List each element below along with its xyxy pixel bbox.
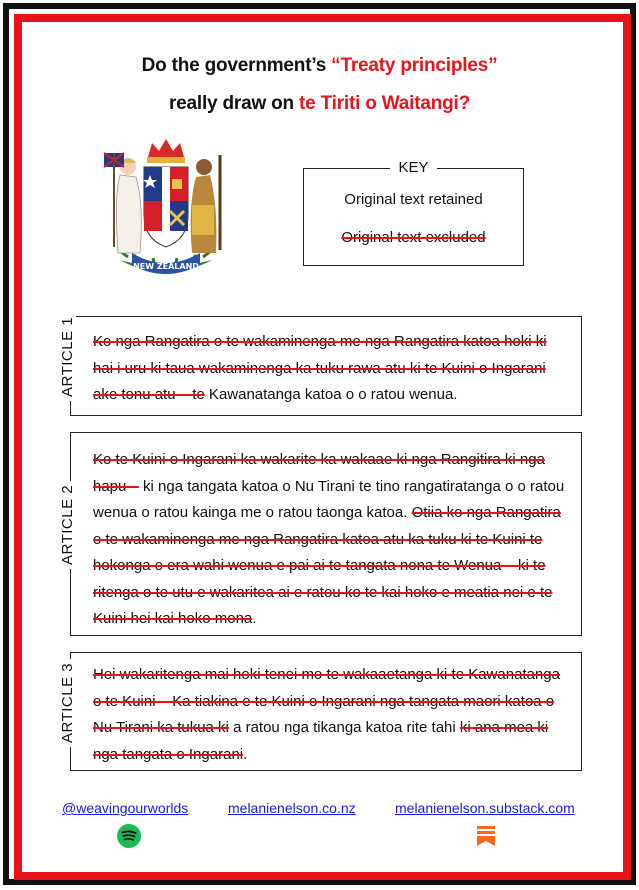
article-2-box [59,432,582,636]
key-title: KEY [304,159,523,176]
title-line-2 [0,93,639,115]
instagram-handle-link[interactable]: @weavingourworlds [62,800,189,816]
article-2-segment-retained: . [252,610,257,627]
title-line-1-text: Do the government’s [141,55,332,76]
article-2-segment-retained: ki nga tangata katoa o Nu Tirani te tino rangatiratanga o o ratou wenua o ratou kainga me o ratou taonga katoa. [93,477,565,521]
article-2-label: ARTICLE 2 [59,481,76,569]
coat-of-arms-image [100,135,230,285]
website-link[interactable]: melanienelson.co.nz [228,800,356,816]
key-box [303,159,524,266]
article-3-segment-excluded: ki ana mea ki nga tangata o Ingarani [93,719,549,763]
article-3-segment-excluded: Hei wakaritenga mai hoki tenei mo te wakaaetanga ki te Kawanatanga o te Kuini – Ka tiakina e te Kuini o Ingarani nga tangata maori katoa o Nu Tirani ka tukua ki [93,666,560,736]
key-excluded-label: Original text excluded [341,229,486,246]
title-line-2-text: really draw on [168,93,299,114]
title-line-1 [0,55,639,77]
title-line-1-highlight: “Treaty principles” [331,55,498,76]
key-retained-label: Original text retained [344,191,483,208]
article-3-segment-retained: a ratou nga tikanga katoa rite tahi [228,719,460,736]
article-2-text [93,447,569,633]
svg-text:NEW ZEALAND: NEW ZEALAND [133,262,199,271]
article-1-box [59,316,582,416]
article-1-segment-retained: Kawanatanga katoa o o ratou wenua. [204,386,458,403]
article-3-segment-retained: . [243,745,248,763]
article-3-text [93,662,569,768]
article-2-segment-excluded: Ko te Kuini o Ingarani ka wakarite ka wakaae ki nga Rangitira ki nga hapu – [93,451,545,495]
article-3-box [59,652,582,771]
article-1-label: ARTICLE 1 [59,313,76,401]
article-1-text [93,329,569,409]
substack-icon[interactable] [476,825,496,847]
substack-link[interactable]: melanienelson.substack.com [395,800,575,816]
article-1-segment-excluded: Ko nga Rangatira o te wakaminenga me nga Rangatira katoa hoki ki hai i uru ki taua wakaminenga ka tuku rawa atu ki te Kuini o Ingarani ake tonu atu – te [93,333,547,403]
spotify-icon[interactable] [117,824,141,848]
article-2-segment-excluded: Otiia ko nga Rangatira o te wakaminenga me nga Rangatira katoa atu ka tuku ki te Kuini te hokonga o era wahi wenua e pai ai te tangata nona te Wenua – ki te ritenga o te utu e wakaritea ai e ratou ko te kai hoko e meatia nei e te Kuini hei kai hoko mona [93,504,561,627]
article-3-label: ARTICLE 3 [59,659,76,747]
title-line-2-highlight: te Tiriti o Waitangi? [299,93,471,114]
